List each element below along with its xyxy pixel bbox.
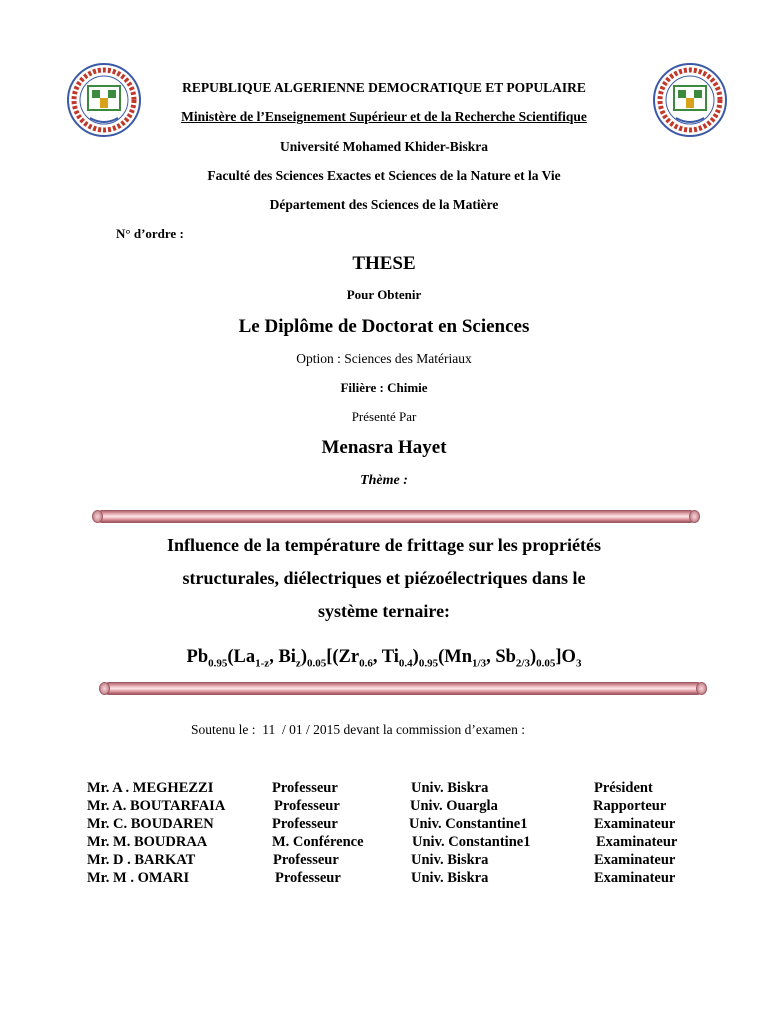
jury-role: Rapporteur xyxy=(593,798,667,814)
theme-line-1: Influence de la température de frittage sur les propriétés xyxy=(167,535,601,555)
jury-role: Président xyxy=(594,780,653,796)
jury-grade: Professeur xyxy=(273,852,339,868)
formula-paren-1-sub: 0.05 xyxy=(306,657,327,670)
decorative-bar-bottom xyxy=(103,682,703,695)
chemical-formula xyxy=(0,647,768,670)
order-number: N° d’ordre : xyxy=(116,226,184,241)
jury-univ: Univ. Biskra xyxy=(411,780,489,796)
formula-la-sub: 1-z xyxy=(255,657,270,670)
diploma-title: Le Diplôme de Doctorat en Sciences xyxy=(238,316,530,337)
jury-role: Examinateur xyxy=(594,870,676,886)
formula-zr: [(Zr xyxy=(326,647,360,667)
ministry-text: Ministère de l’Enseignement Supérieur et de la Recherche Scientifique xyxy=(181,109,587,124)
jury-role: Examinateur xyxy=(594,816,676,832)
department-name: Département des Sciences de la Matière xyxy=(269,197,499,212)
university-seal-icon-right xyxy=(652,62,728,138)
jury-grade: Professeur xyxy=(275,870,341,886)
jury-name: Mr. M. BOUDRAA xyxy=(87,834,208,850)
formula-o-sub: 3 xyxy=(575,657,582,670)
defense-date: Soutenu le : 11 / 01 / 2015 devant la commission d’examen : xyxy=(191,722,525,737)
faculty-name: Faculté des Sciences Exactes et Sciences de la Nature et la Vie xyxy=(207,168,561,183)
formula-pb-sub: 0.95 xyxy=(208,657,228,670)
formula-paren-2-sub: 0.95 xyxy=(418,657,439,670)
theme-label: Thème : xyxy=(360,473,408,488)
jury-univ: Univ. Constantine1 xyxy=(412,834,531,850)
formula-la: (La xyxy=(227,647,256,667)
jury-name: Mr. A. BOUTARFAIA xyxy=(87,798,226,814)
formula-bi-sub: z xyxy=(295,657,301,670)
thesis-title: THESE xyxy=(352,253,416,274)
bar-cap-right xyxy=(696,682,707,695)
jury-univ: Univ. Ouargla xyxy=(410,798,498,814)
jury-grade: Professeur xyxy=(272,780,338,796)
university-name: Université Mohamed Khider-Biskra xyxy=(280,139,488,154)
jury-univ: Univ. Biskra xyxy=(411,852,489,868)
formula-zr-sub: 0.6 xyxy=(359,657,373,670)
jury-univ: Univ. Constantine1 xyxy=(409,816,528,832)
theme-line-3: système ternaire: xyxy=(317,601,451,621)
formula-sb: , Sb xyxy=(486,647,516,667)
formula-o: ]O xyxy=(555,647,576,667)
jury-name: Mr. A . MEGHEZZI xyxy=(87,780,214,796)
jury-univ: Univ. Biskra xyxy=(411,870,489,886)
formula-ti: , Ti xyxy=(372,647,399,667)
decorative-bar-top xyxy=(96,510,696,523)
pour-obtenir: Pour Obtenir xyxy=(346,287,422,302)
formula-ti-sub: 0.4 xyxy=(398,657,413,670)
bar-cap-left xyxy=(99,682,110,695)
formula-bi: , Bi xyxy=(269,647,296,667)
author-name: Menasra Hayet xyxy=(321,437,447,458)
option-text: Option : Sciences des Matériaux xyxy=(296,351,472,366)
jury-name: Mr. D . BARKAT xyxy=(87,852,196,868)
formula-pb: Pb xyxy=(186,647,209,667)
bar-cap-right xyxy=(689,510,700,523)
formula-paren-1: ) xyxy=(300,647,307,667)
jury-grade: Professeur xyxy=(274,798,340,814)
bar-cap-left xyxy=(92,510,103,523)
jury-name: Mr. C. BOUDAREN xyxy=(87,816,214,832)
filiere-text: Filière : Chimie xyxy=(340,380,428,395)
jury-grade: Professeur xyxy=(272,816,338,832)
formula-paren-3-sub: 0.05 xyxy=(536,657,556,670)
jury-name: Mr. M . OMARI xyxy=(87,870,190,886)
university-seal-icon-left xyxy=(66,62,142,138)
formula-paren-3: ) xyxy=(529,647,537,667)
formula-paren-2: ) xyxy=(412,647,419,667)
ministry-heading xyxy=(0,109,768,125)
formula-mn: (Mn xyxy=(438,647,473,667)
jury-grade: M. Conférence xyxy=(272,834,364,850)
presente-par: Présenté Par xyxy=(351,409,417,424)
jury-role: Examinateur xyxy=(594,852,676,868)
theme-line-2: structurales, diélectriques et piézoélectriques dans le xyxy=(182,568,586,588)
formula-mn-sub: 1/3 xyxy=(472,657,487,670)
jury-role: Examinateur xyxy=(596,834,678,850)
formula-sb-sub: 2/3 xyxy=(515,657,530,670)
republic-heading: REPUBLIQUE ALGERIENNE DEMOCRATIQUE ET POPULAIRE xyxy=(182,80,586,95)
